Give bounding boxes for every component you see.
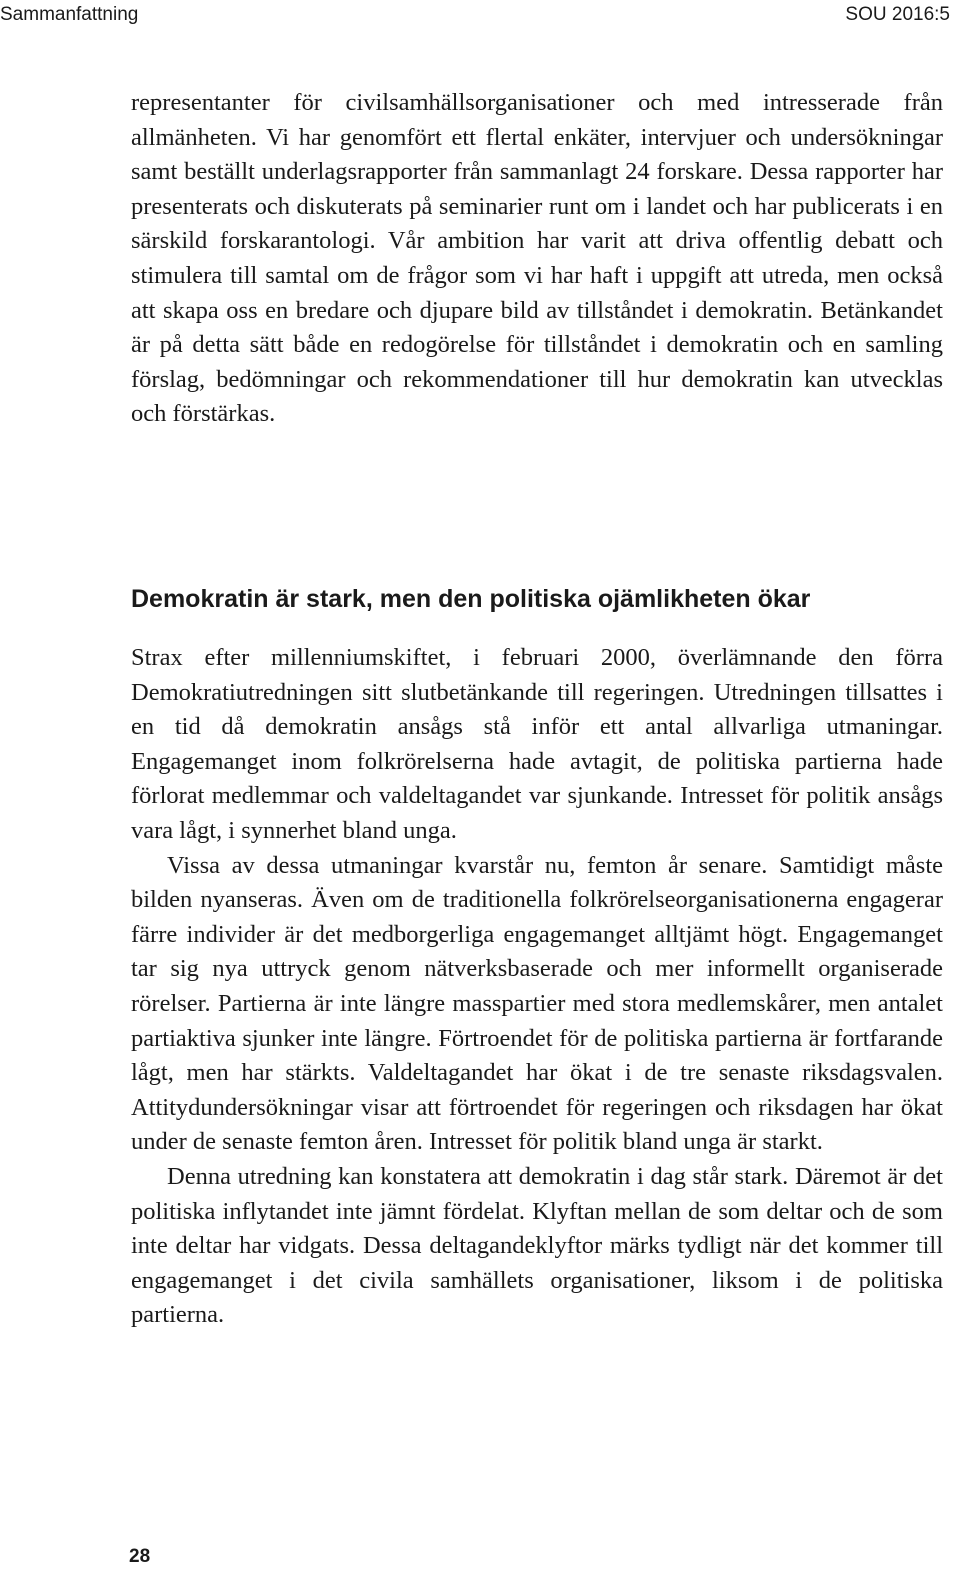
section-paragraph-2: Vissa av dessa utmaningar kvarstår nu, femton år senare. Samtidigt måste bilden nyanseras. Även om de traditionella folkrörelseorganisationerna engagerar färre individer är det medborgerliga engagemanget alltjämt högt. Engagemanget tar sig nya uttryck genom nätverksbaserade och mer informellt organiserade rörelser. Partierna är inte längre masspartier med stora medlemskårer, men antalet partiaktiva sjunker inte längre. Förtroendet för de politiska partierna är fortfarande lågt, men har stärkts. Valdeltagandet har ökat i de tre senaste riksdagsvalen. Attitydundersökningar visar att förtroendet för regeringen och riksdagen har ökat under de senaste femton åren. Intresset för politik bland unga är starkt. bbox=[131, 851, 943, 1156]
section-paragraph-1: Strax efter millenniumskiftet, i februari 2000, överlämnande den förra Demokratiutredningen sitt slutbetänkande till regeringen. Utredningen tillsattes i en tid då demokratin ansågs stå inför ett antal allvarliga utmaningar. Engagemanget inom folkrörelserna hade avtagit, de politiska partierna hade förlorat medlemmar och valdeltagandet var sjunkande. Intresset för politik ansågs vara lågt, i synnerhet bland unga. bbox=[131, 644, 943, 844]
intro-paragraph: representanter för civilsamhällsorganisationer och med intresserade från allmänheten. Vi har genomfört ett flertal enkäter, intervjuer och undersökningar samt beställt underlagsrapporter från sammanlagt 24 forskare. Dessa rapporter har presenterats och diskuterats på seminarier runt om i landet och har publicerats i en särskild forskarantologi. Vår ambition har varit att driva offentlig debatt och stimulera till samtal om de frågor som vi har haft i uppgift att utreda, men också att skapa oss en bredare och djupare bild av tillståndet i demokratin. Betänkandet är på detta sätt både en redogörelse för tillståndet i demokratin och en samling förslag, bedömningar och rekommendationer till hur demokratin kan utvecklas och förstärkas. bbox=[131, 89, 943, 428]
section-paragraph-3: Denna utredning kan konstatera att demokratin i dag står stark. Däremot är det politiska inflytandet inte jämnt fördelat. Klyftan mellan de som deltar och de som inte deltar har vidgats. Dessa deltagandeklyftor märks tydligt när det kommer till engagemanget i det civila samhällets organisationer, liksom i de politiska partierna. bbox=[131, 1162, 943, 1329]
section-heading: Demokratin är stark, men den politiska ojämlikheten ökar bbox=[131, 585, 811, 613]
header-report-id: SOU 2016:5 bbox=[845, 4, 950, 25]
header-section-title: Sammanfattning bbox=[0, 4, 139, 25]
section-body bbox=[131, 641, 943, 1333]
running-header bbox=[0, 4, 950, 34]
page-number: 28 bbox=[129, 1546, 151, 1567]
